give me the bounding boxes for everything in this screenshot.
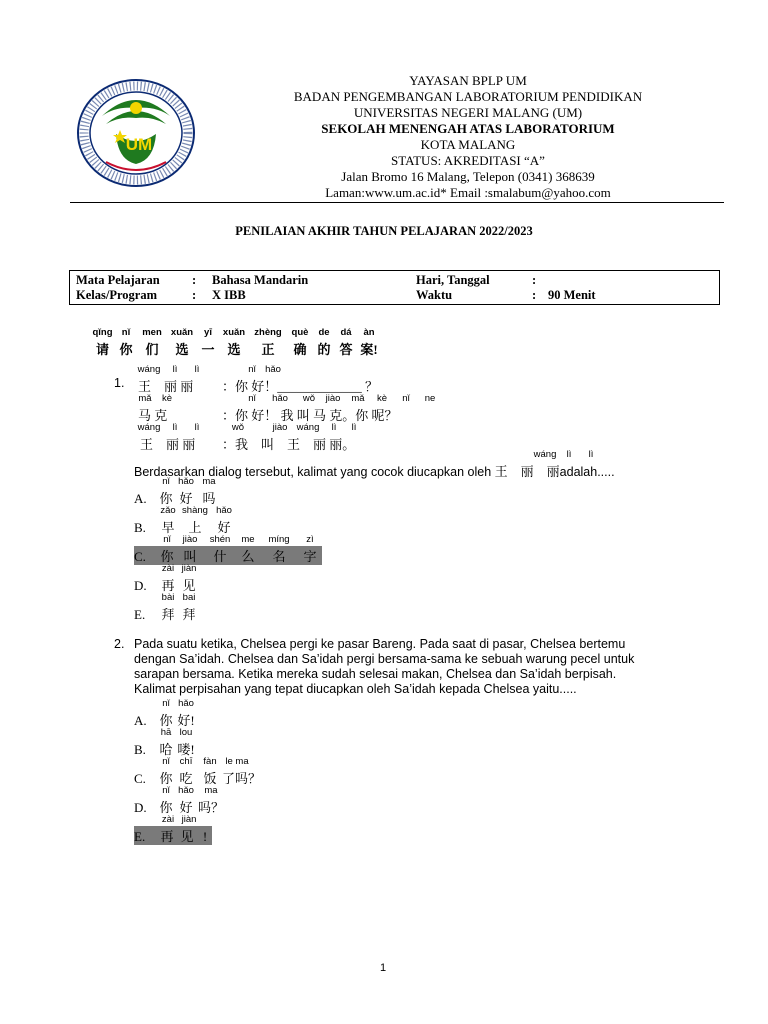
subject-value: Bahasa Mandarin (212, 273, 309, 287)
q1-number: 1. (114, 376, 125, 390)
header-line-city: KOTA MALANG (420, 137, 516, 152)
q2-line-1: Pada suatu ketika, Chelsea pergi ke pasar Bareng. Pada saat di pasar, Chelsea bertemu (134, 637, 626, 651)
q2-line-2: dengan Sa’idah. Chelsea dan Sa’idah pergi bersama-sama ke sebuah warung pecel untuk (134, 652, 635, 666)
q2-line-4: Kalimat perpisahan yang tepat diucapkan oleh Sa’idah kepada Chelsea yaitu..... (134, 682, 577, 696)
svg-text:UM: UM (125, 135, 153, 154)
option-letter: D. (134, 578, 147, 593)
class-value: X IBB (212, 288, 246, 302)
q1-question-pre: Berdasarkan dialog tersebut, kalimat yang cocok diucapkan oleh (134, 465, 492, 479)
q1-d2-pinyin: mǎ kè nǐ hǎo wǒ jiào mǎ kè nǐ ne (138, 393, 436, 404)
option-letter: B. (134, 520, 146, 535)
option-letter: C. (134, 549, 146, 564)
q1-d1-pinyin: wáng lì lì nǐ hǎo (137, 364, 281, 375)
option-letter: A. (134, 491, 147, 506)
option-letter: D. (134, 800, 147, 815)
instruction-pinyin: qǐng nǐ men xuǎn yī xuǎn zhèng què de dá àn (92, 327, 375, 338)
time-value: 90 Menit (548, 288, 596, 302)
q2-line-3: sarapan bersama. Ketika mereka sudah selesai makan, Chelsea dan Sa’idah berpisah. (134, 667, 617, 681)
option-letter: C. (134, 771, 146, 786)
q1-question-post: adalah..... (559, 465, 615, 479)
day-colon: : (532, 273, 537, 287)
instruction-hanzi: 请 你 们 选 一 选 正 确 的 答 案! (95, 342, 378, 357)
header-line-agency: BADAN PENGEMBANGAN LABORATORIUM PENDIDIKAN (293, 89, 643, 104)
header-line-school: SEKOLAH MENENGAH ATAS LABORATORIUM (321, 121, 615, 136)
q1-d2-speaker: 马 克 (138, 408, 168, 423)
option-letter: A. (134, 713, 147, 728)
header-line-accreditation: STATUS: AKREDITASI “A” (391, 153, 545, 168)
header-divider (70, 202, 724, 203)
option-letter: E. (134, 829, 146, 844)
header-line-contact: Laman:www.um.ac.id* Email :smalabum@yahoo.com (325, 185, 611, 200)
q1-d1-speaker: 王 丽 丽 (138, 379, 194, 394)
q1-name-pinyin: wáng lì lì (533, 449, 594, 460)
subject-colon: : (192, 273, 197, 287)
day-label: Hari, Tanggal (416, 273, 490, 287)
correct-answer-highlight: C. 你 叫 什 么 名 字 (134, 546, 322, 565)
exam-info-box (69, 270, 720, 305)
correct-answer-highlight: E. 再 见 ! (134, 826, 212, 845)
header-line-university: UNIVERSITAS NEGERI MALANG (UM) (353, 105, 583, 120)
class-label: Kelas/Program (76, 288, 157, 302)
q1-d3-speaker: 王 丽 丽 (140, 437, 196, 452)
q1-question-name: 王 丽 丽 (494, 464, 560, 479)
page-number: 1 (380, 962, 387, 974)
q1-d3-pinyin: wáng lì lì wǒ jiào wáng lì lì (137, 422, 357, 433)
exam-title: PENILAIAN AKHIR TAHUN PELAJARAN 2022/2023 (235, 224, 533, 238)
option-letter: B. (134, 742, 146, 757)
header-line-address: Jalan Bromo 16 Malang, Telepon (0341) 368639 (341, 169, 595, 184)
subject-label: Mata Pelajaran (76, 273, 160, 287)
q1-d1-text: ：你 好！_____________ ？ (222, 379, 379, 394)
q1-d3-text: ：我 叫 王 丽 丽。 (222, 437, 356, 452)
option-letter: E. (134, 607, 146, 622)
time-label: Waktu (416, 288, 453, 302)
class-colon: : (192, 288, 197, 302)
q2-number: 2. (114, 637, 125, 651)
q1-d2-text: ：你 好！ 我 叫 马 克。你 呢？ (222, 408, 398, 423)
instruction (90, 327, 381, 358)
time-colon: : (532, 288, 537, 302)
header-line-foundation: YAYASAN BPLP UM (409, 73, 527, 88)
